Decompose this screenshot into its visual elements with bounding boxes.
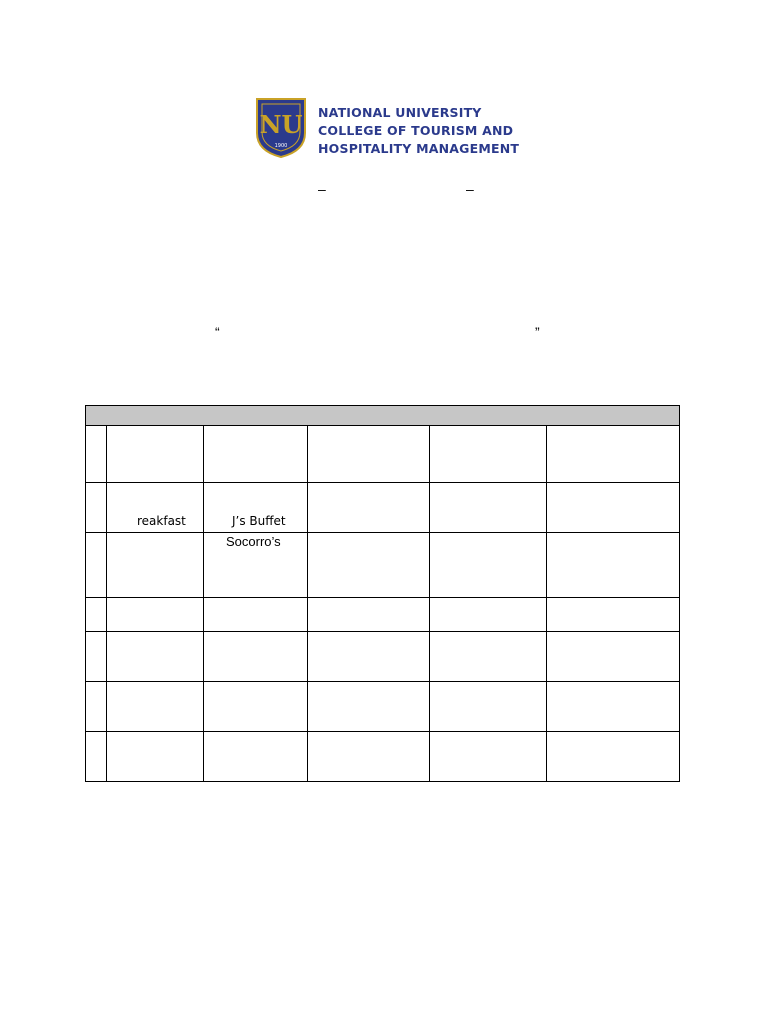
table-header-row (86, 406, 680, 426)
meal-cell-text: reakfast (137, 514, 186, 529)
venue-cell-text: J’s Buffet (232, 514, 286, 529)
table-row (86, 426, 680, 483)
table-row (86, 681, 680, 731)
table-row (86, 533, 680, 598)
university-seal-logo (254, 95, 308, 164)
institution-name-line-3: HOSPITALITY MANAGEMENT (318, 141, 520, 156)
svg-text:1900: 1900 (274, 143, 288, 149)
table-row (86, 731, 680, 781)
institution-name-line-2: COLLEGE OF TOURISM AND (318, 123, 514, 138)
open-quote: “ (215, 324, 220, 340)
close-quote: ” (535, 324, 540, 340)
institution-name (318, 104, 519, 158)
table-header-cell (86, 406, 680, 426)
venue-cell-text: Socorro’s (226, 534, 281, 550)
table-row (86, 598, 680, 631)
dash-right: – (466, 181, 474, 197)
svg-text:NU: NU (259, 110, 303, 139)
institution-name-line-1: NATIONAL UNIVERSITY (318, 105, 482, 120)
dash-left: – (318, 181, 326, 197)
table-row (86, 483, 680, 533)
schedule-table (85, 405, 680, 782)
table-row (86, 631, 680, 681)
